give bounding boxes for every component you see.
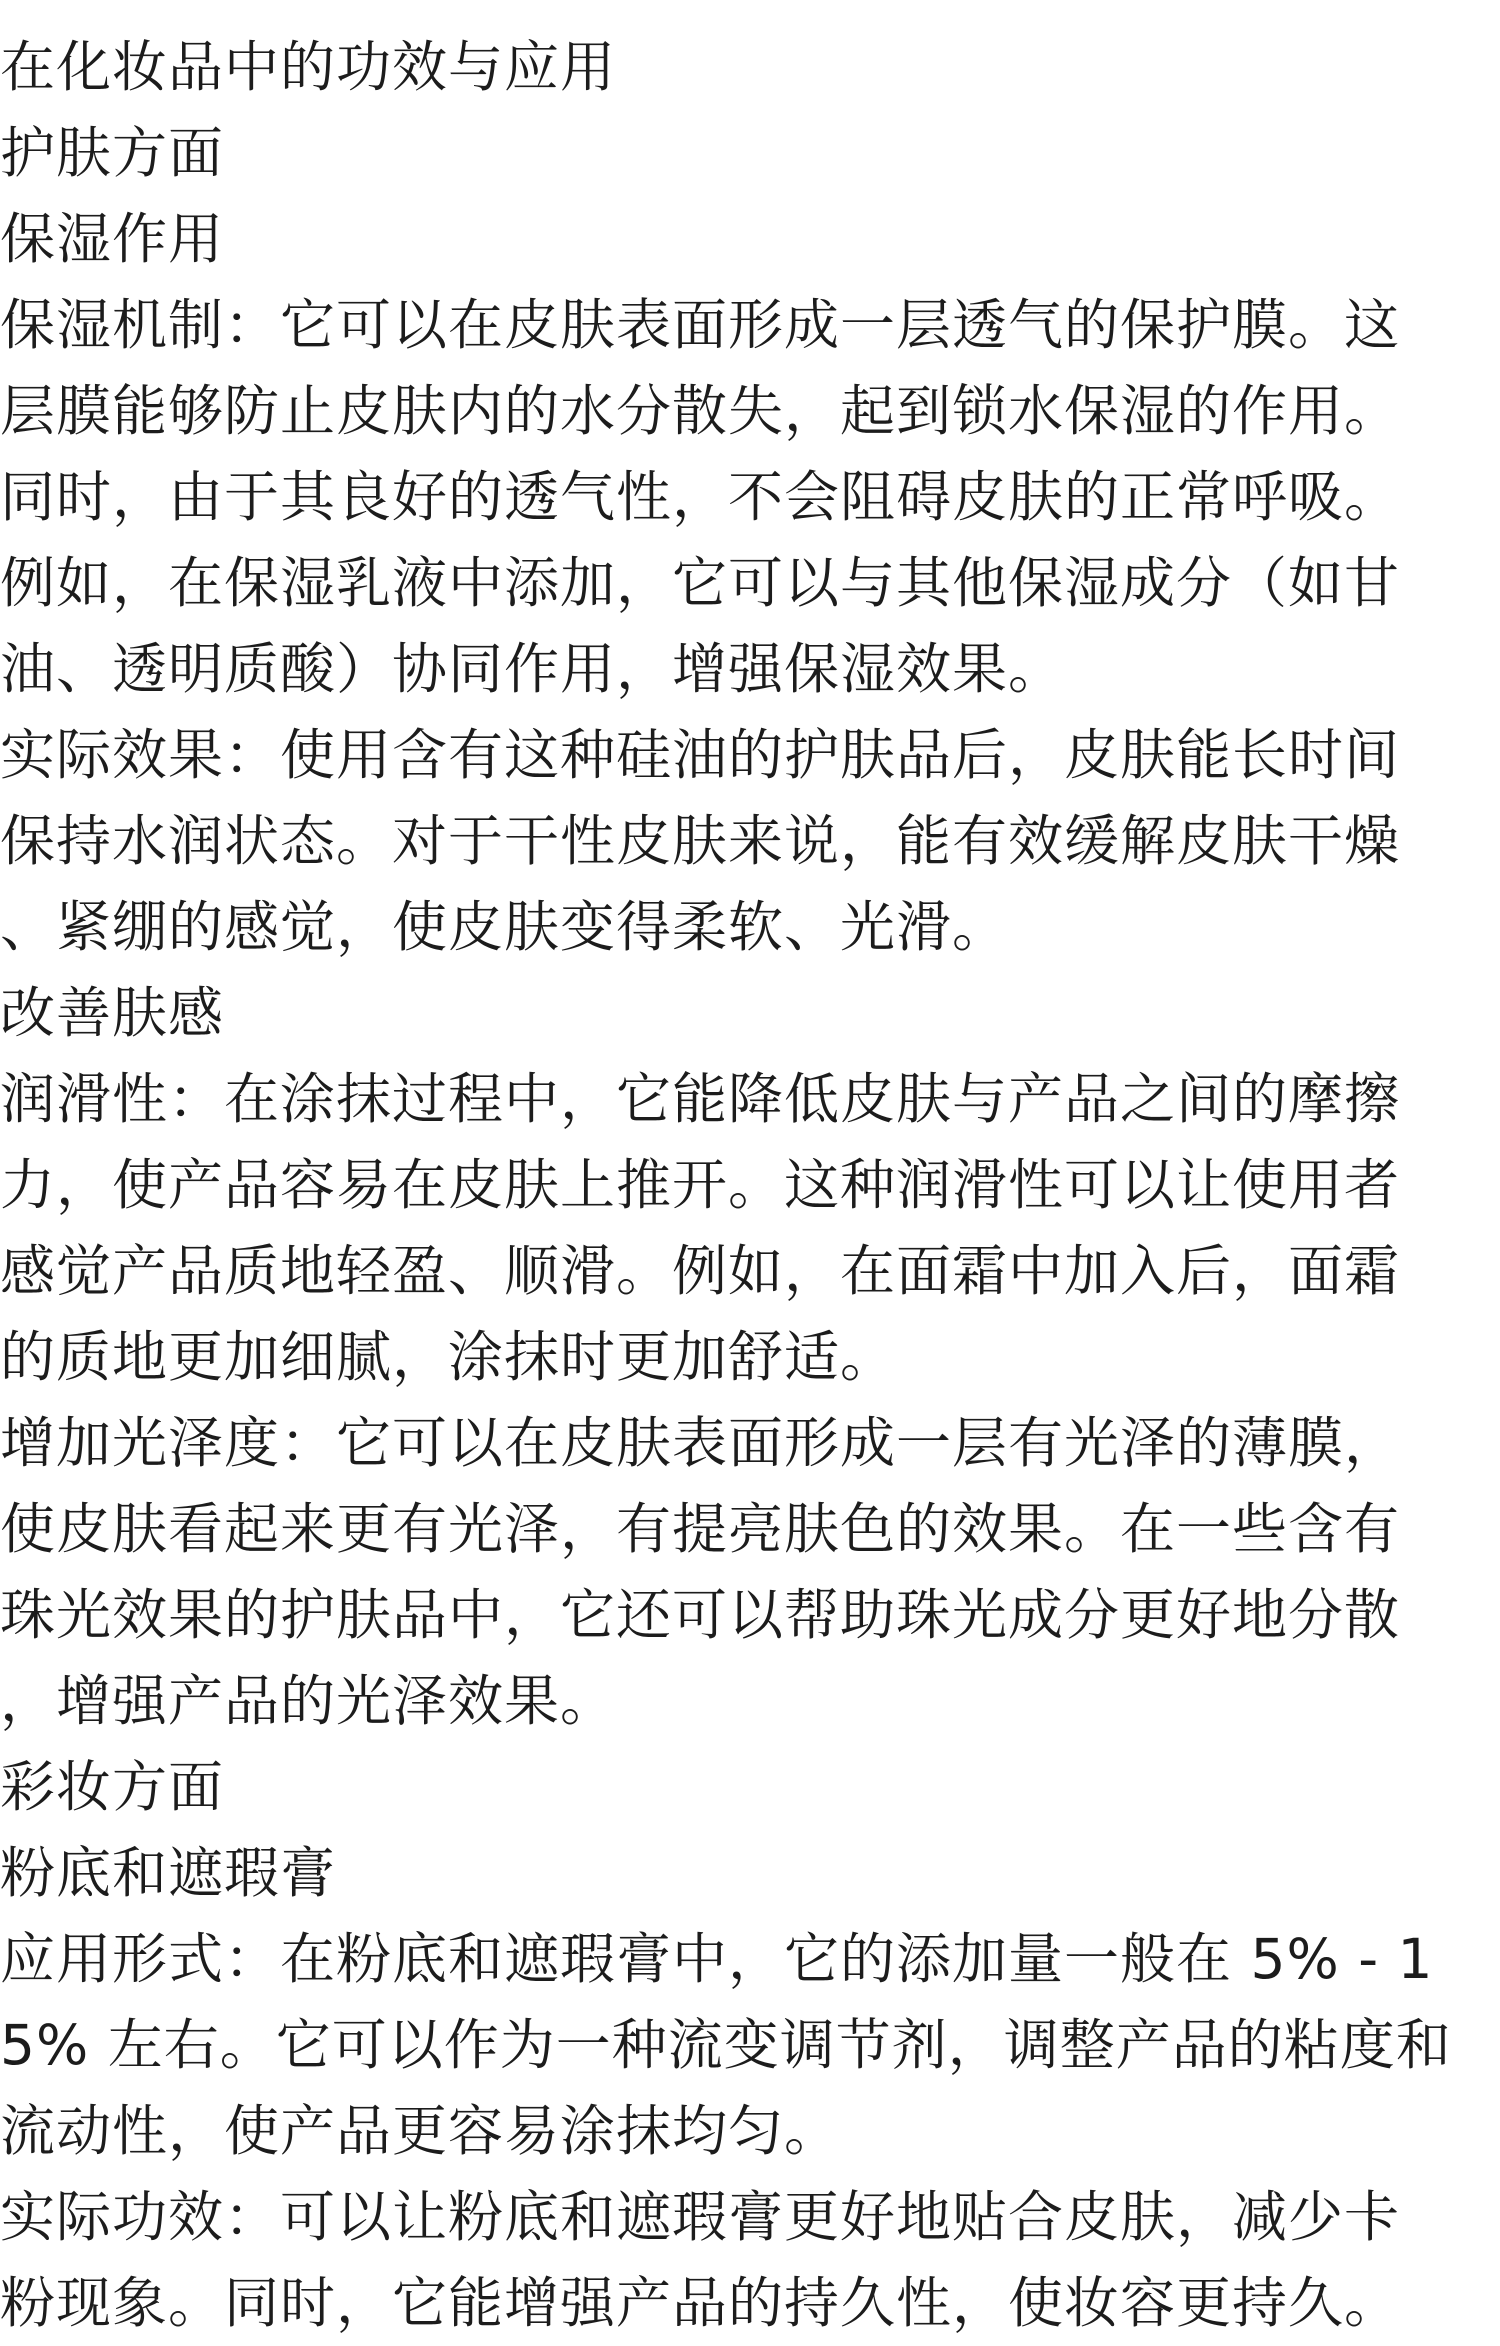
paragraph-line: 层膜能够防止皮肤内的水分散失，起到锁水保湿的作用。 bbox=[0, 379, 1401, 443]
subheading-foundation-concealer: 粉底和遮瑕膏 bbox=[0, 1841, 337, 1905]
paragraph-line: 增加光泽度：它可以在皮肤表面形成一层有光泽的薄膜， bbox=[0, 1411, 1401, 1475]
paragraph-line: 油、透明质酸）协同作用，增强保湿效果。 bbox=[0, 637, 1065, 701]
paragraph-line: 的质地更加细腻，涂抹时更加舒适。 bbox=[0, 1325, 897, 1389]
paragraph-line: 润滑性：在涂抹过程中，它能降低皮肤与产品之间的摩擦 bbox=[0, 1067, 1401, 1131]
paragraph-line: 应用形式：在粉底和遮瑕膏中，它的添加量一般在 5% - 1 bbox=[0, 1927, 1434, 1991]
subheading-skin-feel: 改善肤感 bbox=[0, 981, 225, 1045]
paragraph-line: 同时，由于其良好的透气性，不会阻碍皮肤的正常呼吸。 bbox=[0, 465, 1401, 529]
paragraph-line: 例如，在保湿乳液中添加，它可以与其他保湿成分（如甘 bbox=[0, 551, 1401, 615]
paragraph-line: 感觉产品质地轻盈、顺滑。例如，在面霜中加入后，面霜 bbox=[0, 1239, 1401, 1303]
paragraph-line: 保湿机制：它可以在皮肤表面形成一层透气的保护膜。这 bbox=[0, 293, 1401, 357]
paragraph-line: 5% 左右。它可以作为一种流变调节剂，调整产品的粘度和 bbox=[0, 2013, 1452, 2077]
paragraph-line: 力，使产品容易在皮肤上推开。这种润滑性可以让使用者 bbox=[0, 1153, 1401, 1217]
heading-makeup: 彩妆方面 bbox=[0, 1755, 225, 1819]
section-title: 在化妆品中的功效与应用 bbox=[0, 35, 617, 99]
paragraph-line: 使皮肤看起来更有光泽，有提亮肤色的效果。在一些含有 bbox=[0, 1497, 1401, 1561]
paragraph-line: 保持水润状态。对于干性皮肤来说，能有效缓解皮肤干燥 bbox=[0, 809, 1401, 873]
paragraph-line: 实际效果：使用含有这种硅油的护肤品后，皮肤能长时间 bbox=[0, 723, 1401, 787]
paragraph-line: 、紧绷的感觉，使皮肤变得柔软、光滑。 bbox=[0, 895, 1009, 959]
paragraph-line: 珠光效果的护肤品中，它还可以帮助珠光成分更好地分散 bbox=[0, 1583, 1401, 1647]
heading-skincare: 护肤方面 bbox=[0, 121, 225, 185]
paragraph-line: 流动性，使产品更容易涂抹均匀。 bbox=[0, 2099, 841, 2163]
paragraph-line: ，增强产品的光泽效果。 bbox=[0, 1669, 617, 1733]
paragraph-line: 实际功效：可以让粉底和遮瑕膏更好地贴合皮肤，减少卡 bbox=[0, 2185, 1401, 2249]
paragraph-line: 粉现象。同时，它能增强产品的持久性，使妆容更持久。 bbox=[0, 2271, 1401, 2335]
subheading-moisturizing: 保湿作用 bbox=[0, 207, 225, 271]
document-body bbox=[0, 24, 1500, 2346]
